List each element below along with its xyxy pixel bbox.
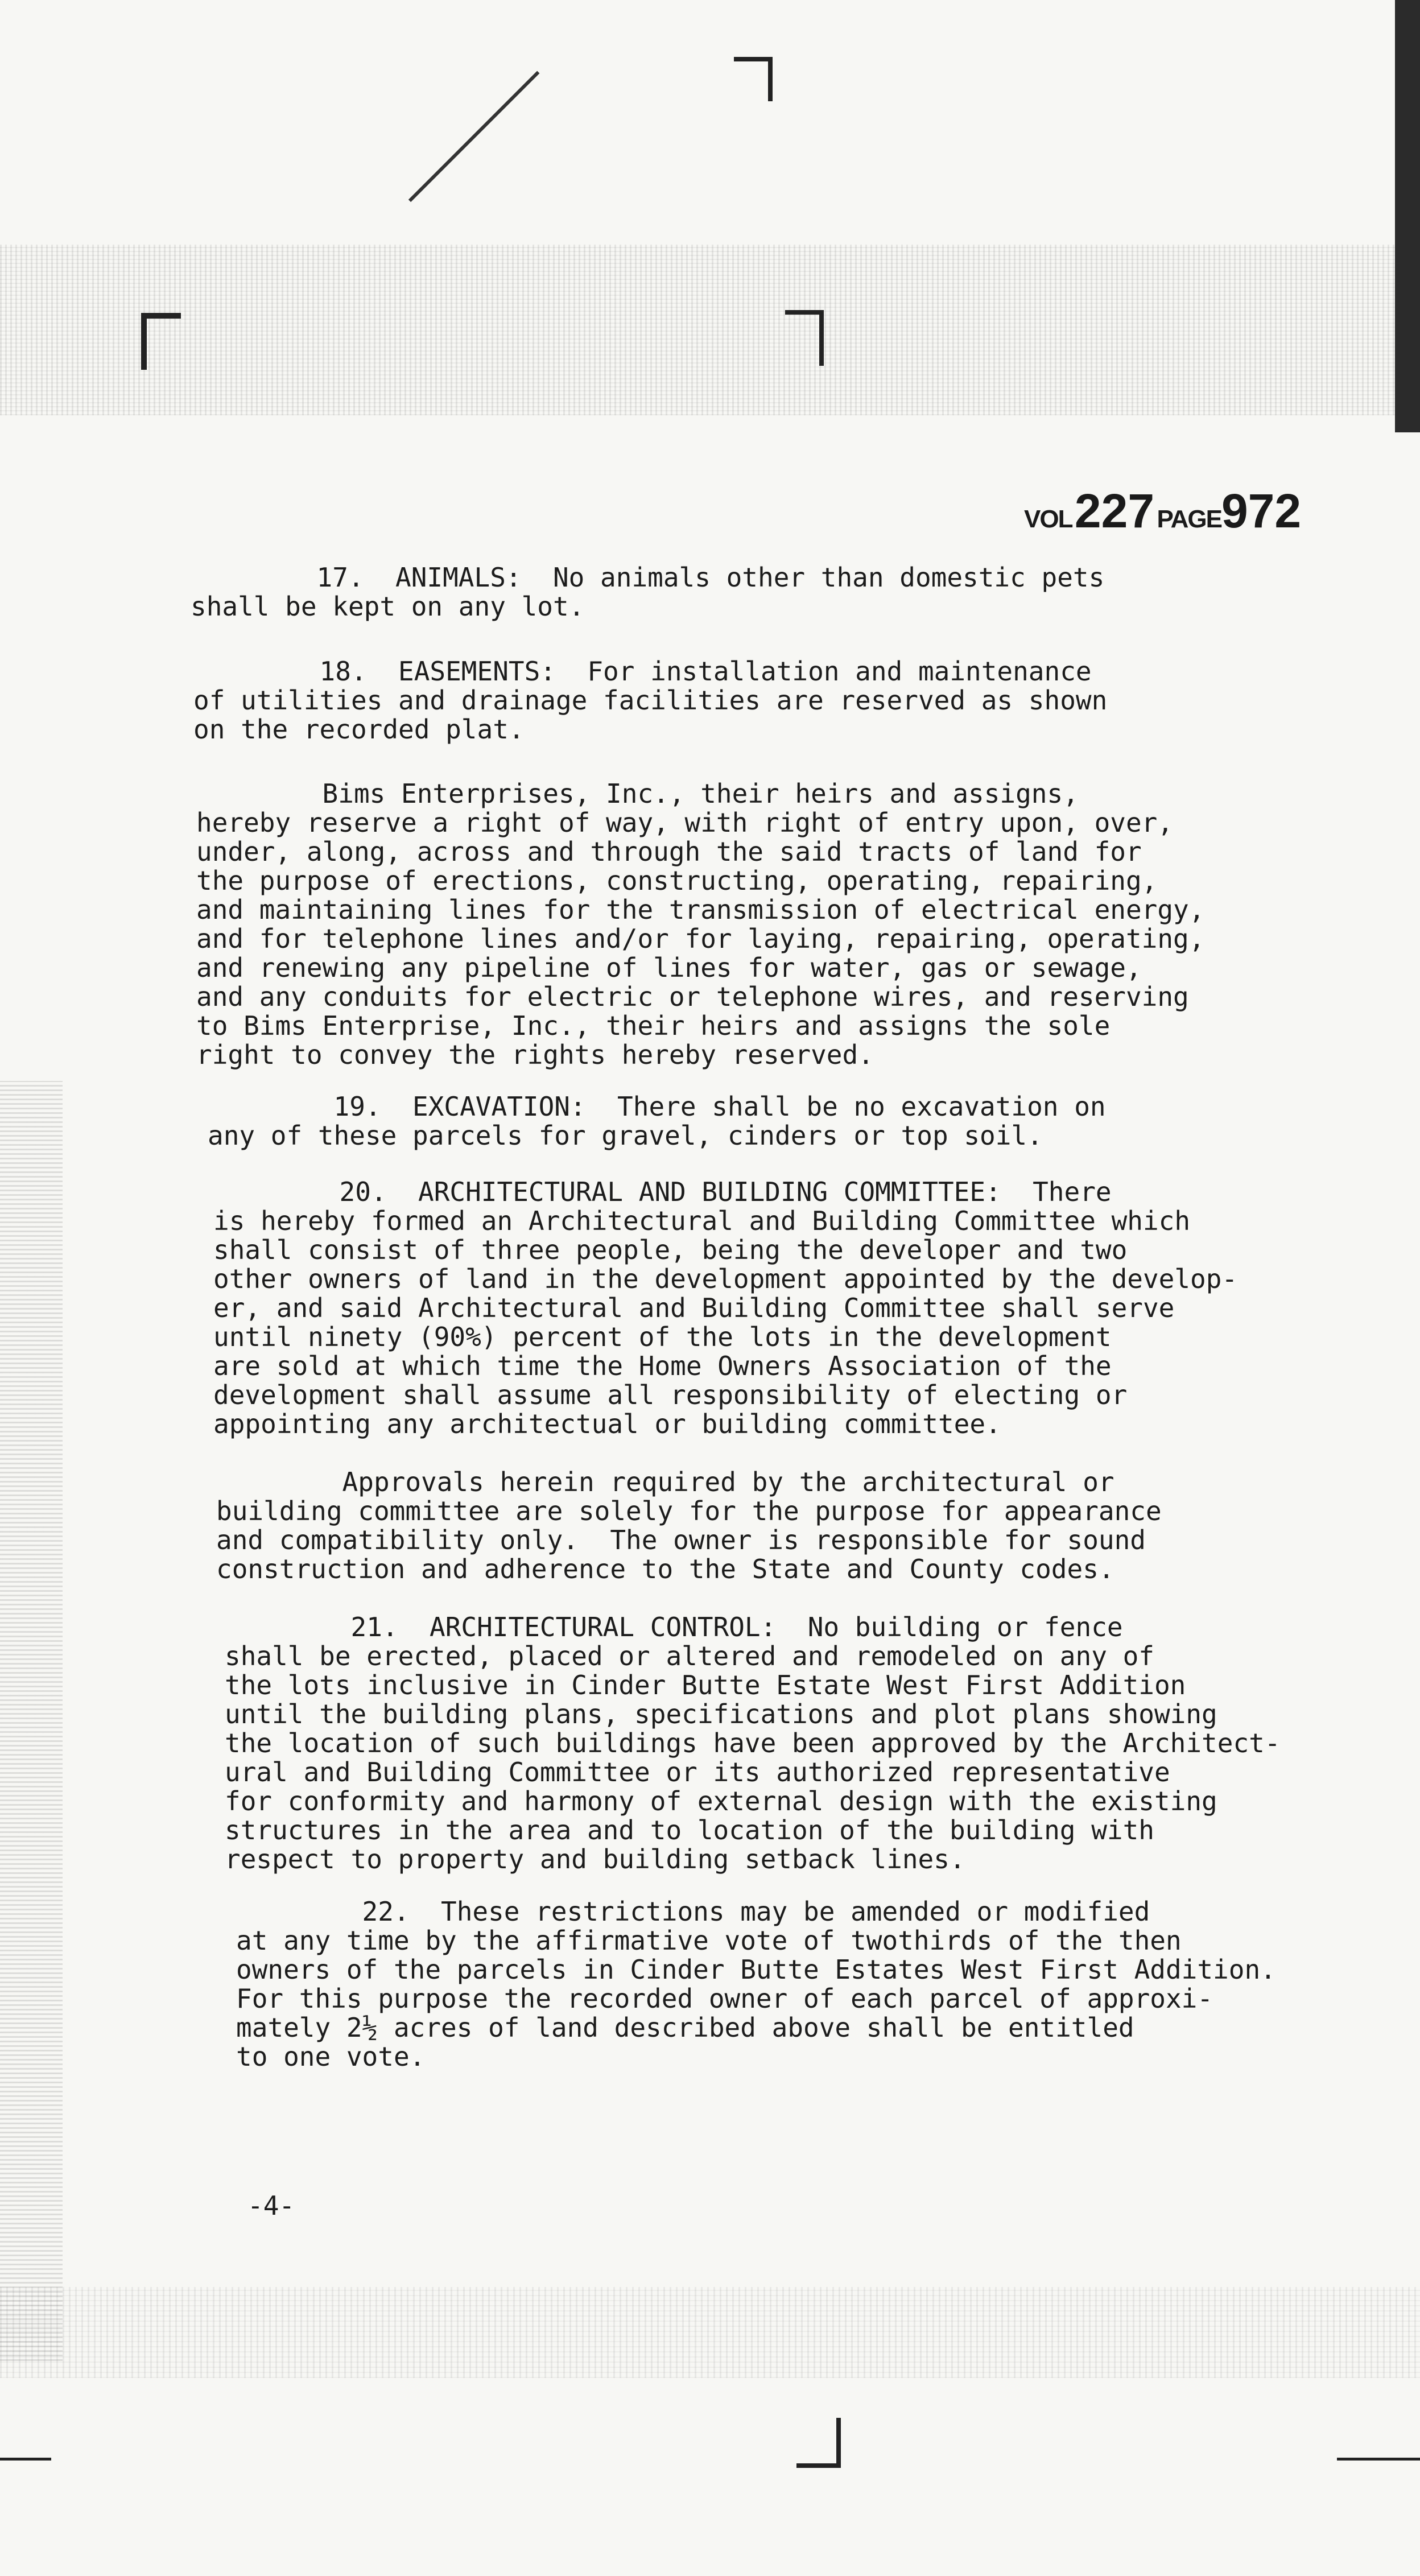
page-marker: -4- bbox=[247, 2190, 295, 2221]
scan-edge-left bbox=[0, 1081, 63, 2361]
scan-edge-rule-right bbox=[1337, 2458, 1420, 2461]
scan-stray-line bbox=[408, 71, 540, 203]
crop-mark-top-right bbox=[785, 310, 824, 366]
scan-noise-bottom bbox=[0, 2287, 1420, 2378]
paragraph-approvals: Approvals herein required by the architectural or building committee are solely for the purpose for appearance and compatibility only. The owner is responsible for sound construction and adherence to the State and County codes. bbox=[216, 1467, 1162, 1584]
scan-noise-top bbox=[0, 245, 1420, 415]
vol-number: 227 bbox=[1074, 484, 1155, 538]
paragraph-architectural-control: 21. ARCHITECTURAL CONTROL: No building or fence shall be erected, placed or altered and remodeled on any of the lots inclusive in Cinder Butte Estate West First Addition until the building plans, specifications and plot plans showing the location of such buildings have been approved by the Architect- ural and Building Committee or its authorized representative for conformity and harmony of external design with the existing structures in the area and to location of the building with respect to property and building setback lines. bbox=[225, 1612, 1281, 1875]
crop-mark-top-left bbox=[141, 313, 181, 370]
page-number: 972 bbox=[1221, 484, 1302, 538]
vol-label: VOL bbox=[1024, 505, 1072, 533]
scan-edge-rule-left bbox=[0, 2458, 51, 2461]
crop-mark-bottom-right bbox=[796, 2418, 841, 2468]
scan-edge-right bbox=[1395, 0, 1420, 432]
paragraph-excavation: 19. EXCAVATION: There shall be no excavation on any of these parcels for gravel, cinders or top soil. bbox=[208, 1091, 1106, 1151]
page-label: PAGE bbox=[1157, 505, 1221, 533]
paragraph-animals: 17. ANIMALS: No animals other than domestic pets shall be kept on any lot. bbox=[191, 562, 1105, 622]
recording-stamp bbox=[1024, 484, 1301, 539]
paragraph-right-of-way: Bims Enterprises, Inc., their heirs and assigns, hereby reserve a right of way, with right of entry upon, over, under, along, across and through the said tracts of land for the purpose of erections, constructing, operating, repairing, and maintaining lines for the transmission of electrical energy, and for telephone lines and/or for laying, repairing, operating, and renewing any pipeline of lines for water, gas or sewage, and any conduits for electric or telephone wires, and reserving to Bims Enterprise, Inc., their heirs and assigns the sole right to convey the rights hereby reserved. bbox=[196, 778, 1205, 1070]
paragraph-amendments: 22. These restrictions may be amended or modified at any time by the affirmative vote of twothirds of the then owners of the parcels in Cinder Butte Estates West First Addition. For this purpose the recorded owner of each parcel of approxi- mately 2½ acres of land described above shall be entitled to one vote. bbox=[236, 1896, 1276, 2072]
paragraph-easements: 18. EASEMENTS: For installation and maintenance of utilities and drainage facilities are reserved as shown on the recorded plat. bbox=[193, 656, 1108, 745]
crop-mark-top-right-upper bbox=[734, 57, 773, 101]
paragraph-committee: 20. ARCHITECTURAL AND BUILDING COMMITTEE: There is hereby formed an Architectural and Building Committee which shall consist of three people, being the developer and two other owners of land in the development appointed by the develop- er, and said Architectural and Building Committee shall serve until ninety (90%) percent of the lots in the development are sold at which time the Home Owners Association of the development shall assume all responsibility of electing or appointing any architectual or building committee. bbox=[213, 1176, 1238, 1439]
